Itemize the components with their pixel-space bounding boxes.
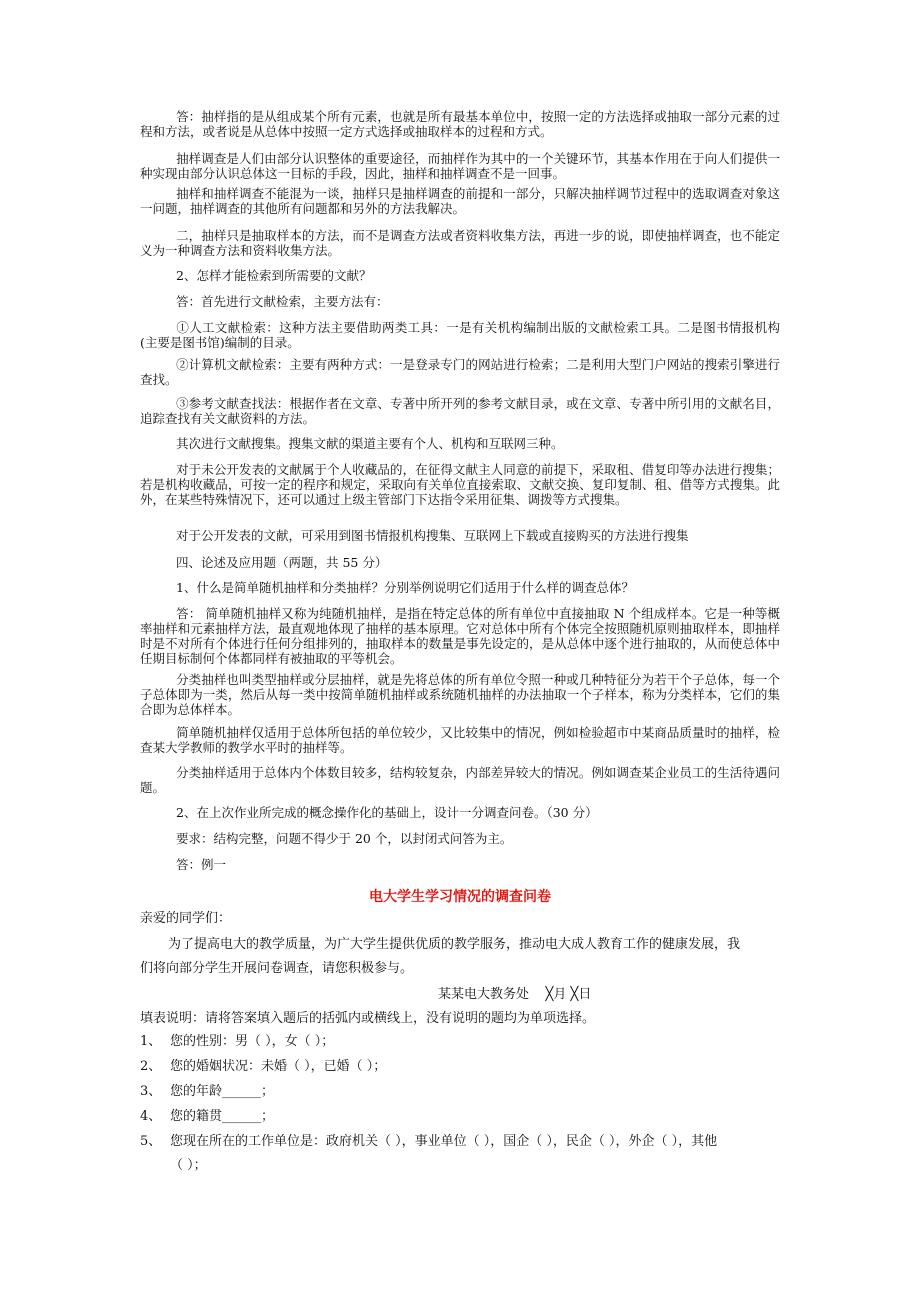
survey-title: 电大学生学习情况的调查问卷 (369, 889, 551, 905)
paragraph: 分类抽样适用于总体内个体数目较多，结构较复杂，内部差异较大的情况。例如调查某企业员工的生活待遇问题。 (140, 765, 780, 795)
paragraph: 对于公开发表的文献，可采用到图书情报机构搜集、互联网上下载或直接购买的方法进行搜集 (176, 528, 689, 543)
question-text: 您的籍贯______； (170, 1109, 275, 1124)
paragraph: 答：抽样指的是从组成某个所有元素，也就是所有最基本单位中，按照一定的方法选择或抽取一部分元素的过程和方法，或者说是从总体中按照一定方式选择或抽取样本的过程和方式。 (140, 109, 780, 139)
paragraph: 答： 简单随机抽样又称为纯随机抽样，是指在特定总体的所有单位中直接抽取 N 个组成样本。它是一种等概率抽样和元素抽样方法，最直观地体现了抽样的基本原理。它对总体中所有个体完全按照随机原则抽取样本，即抽样时是不对所有个体进行任何分组排列的，抽取样本的数量是事先设定的，是从总体中逐个进行抽取的，从而使总体中任期目标制何个体都同样有被抽取的平等机会。 (140, 606, 780, 666)
survey-greeting: 亲爱的同学们： (140, 911, 232, 926)
question-number: 5、 (140, 1134, 162, 1149)
paragraph: 对于未公开发表的文献属于个人收藏品的，在征得文献主人同意的前提下，采取租、借复印等办法进行搜集；若是机构收藏品，可按一定的程序和规定，采取向有关单位直接索取、文献交换、复印复制、租、借等方式搜集。此外，在某些特殊情况下，还可以通过上级主管部门下达指令采用征集、调拨等方式搜集。 (140, 462, 780, 507)
question-number: 1、 (140, 1034, 162, 1049)
survey-question-continuation (170, 1158, 207, 1173)
question-heading: 1、什么是简单随机抽样和分类抽样？分别举例说明它们适用于什么样的调查总体？ (176, 580, 634, 595)
paragraph: 分类抽样也叫类型抽样或分层抽样，就是先将总体的所有单位令照一种或几种特征分为若干个子总体，每一个子总体即为一类，然后从每一类中按简单随机抽样或系统随机抽样的办法抽取一个子样本，称为分类样本，它们的集合即为总体样本。 (140, 672, 780, 717)
question-number: 3、 (140, 1084, 162, 1099)
question-number: 4、 (140, 1109, 162, 1124)
paragraph: 抽样和抽样调查不能混为一谈，抽样只是抽样调查的前提和一部分，只解决抽样调节过程中的选取调查对象这一问题，抽样调查的其他所有问题都和另外的方法我解决。 (140, 186, 780, 216)
question-heading: 2、怎样才能检索到所需要的文献？ (176, 268, 372, 283)
survey-intro: 为了提高电大的教学质量，为广大学生提供优质的教学服务，推动电大成人教育工作的健康发展，我 (168, 937, 741, 952)
paragraph: ②计算机文献检索：主要有两种方式：一是登录专门的网站进行检索；二是利用大型门户网站的搜索引擎进行查找。 (140, 357, 780, 387)
paragraph: 抽样调查是人们由部分认识整体的重要途径，而抽样作为其中的一个关键环节，其基本作用在于向人们提供一种实现由部分认识总体这一目标的手段，因此，抽样和抽样调查不是一回事。 (140, 151, 780, 181)
paragraph: ③参考文献查找法：根据作者在文章、专著中所开列的参考文献目录，或在文章、专著中所引用的文献名目，追踪查找有关文献资料的方法。 (140, 396, 780, 426)
question-text: （ ）； (170, 1158, 207, 1173)
section-heading: 四、论述及应用题（两题，共 55 分） (176, 555, 388, 570)
survey-instructions: 填表说明：请将答案填入题后的括弧内或横线上，没有说明的题均为单项选择。 (140, 1011, 596, 1026)
paragraph: 简单随机抽样仅适用于总体所包括的单位较少，又比较集中的情况，例如检验超市中某商品质量时的抽样，检查某大学教师的教学水平时的抽样等。 (140, 725, 780, 755)
question-text: 您的年龄______； (170, 1084, 275, 1099)
question-heading: 2、在上次作业所完成的概念操作化的基础上，设计一分调查问卷。（30 分） (176, 805, 598, 820)
survey-question (140, 1109, 274, 1124)
survey-question (140, 1084, 274, 1099)
survey-question (140, 1059, 386, 1074)
question-text: 您的婚姻状况：未婚（ ），已婚（ ）； (170, 1059, 387, 1074)
paragraph: 其次进行文献搜集。搜集文献的渠道主要有个人、机构和互联网三种。 (176, 436, 564, 451)
paragraph: 答：首先进行文献检索，主要方法有： (176, 294, 389, 309)
survey-signature: 某某电大教务处 ╳月 ╳日 (438, 987, 592, 1002)
question-number: 2、 (140, 1059, 162, 1074)
paragraph: 答：例一 (176, 857, 227, 872)
question-text: 您现在所在的工作单位是：政府机关（ ），事业单位（ ），国企（ ），民企（ ），外企（ ），其他 (170, 1134, 718, 1149)
survey-question (140, 1134, 717, 1149)
paragraph: ①人工文献检索：这种方法主要借助两类工具：一是有关机构编制出版的文献检索工具。二是图书情报机构(主要是图书馆)编制的目录。 (140, 320, 780, 350)
survey-intro: 们将向部分学生开展问卷调查，请您积极参与。 (140, 961, 414, 976)
paragraph: 要求：结构完整，问题不得少于 20 个，以封闭式问答为主。 (176, 831, 513, 846)
survey-question (140, 1034, 334, 1049)
question-text: 您的性别：男（ ），女（ ）； (170, 1034, 335, 1049)
paragraph: 二，抽样只是抽取样本的方法，而不是调查方法或者资料收集方法，再进一步的说，即使抽样调查，也不能定义为一种调查方法和资料收集方法。 (140, 228, 780, 258)
